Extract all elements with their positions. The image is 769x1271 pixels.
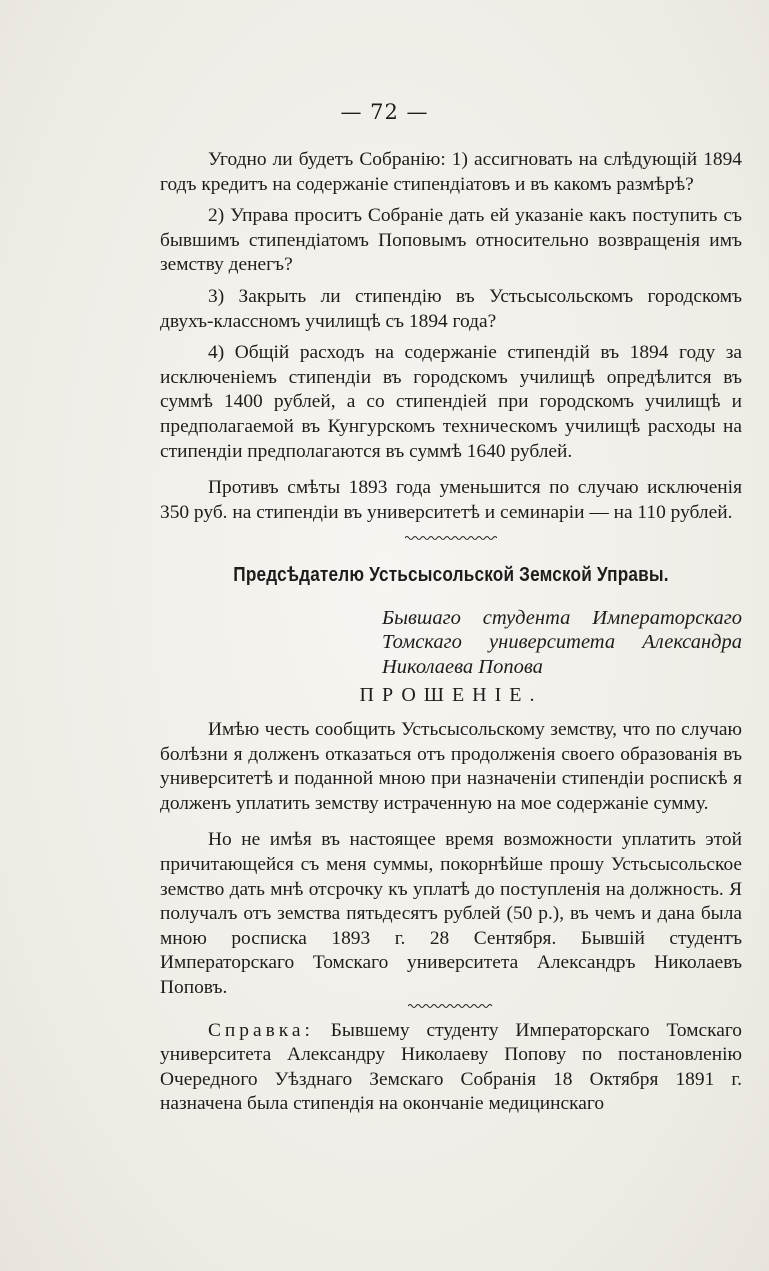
paragraph-petition-2: Но не имѣя въ настоящее время возможности уплатить этой причитающейся съ меня суммы, покорнѣйше прошу Устьсысольское земство дать мнѣ отсрочку къ уплатѣ до поступленія на должность. Я получалъ отъ земства пятьдесятъ рублей (50 р.), въ чемъ и дана была мною росписка 1893 г. 28 Сентября. Бывшій студентъ Императорскаго Томскаго университета Александръ Николаевъ Поповъ. bbox=[160, 829, 742, 998]
page-number: — 72 — bbox=[340, 100, 429, 124]
letter-heading: Предсѣдателю Устьсысольской Земской Управы. bbox=[233, 564, 669, 587]
paragraph-reference bbox=[160, 1019, 742, 1117]
decorative-wavy-rule bbox=[405, 535, 497, 541]
paragraph-estimate: Противъ смѣты 1893 года уменьшится по случаю исключенія 350 руб. на стипендіи въ университетѣ и семинаріи — на 110 рублей. bbox=[160, 477, 742, 523]
petition-title: ПРОШЕНІЕ. bbox=[359, 684, 543, 707]
sender-line-1: Бывшаго студента Императорскаго bbox=[382, 606, 742, 629]
sender-block bbox=[382, 606, 742, 680]
sender-line-2: Томскаго университета Александра bbox=[382, 631, 742, 654]
paragraph-question-4: 4) Общій расходъ на содержаніе стипендій въ 1894 году за исключеніемъ стипендіи въ городскомъ училищѣ опредѣлится въ суммѣ 1400 рублей, а со стипендіей при городскомъ училищѣ и предполагаемой въ Кунгурскомъ техническомъ училищѣ расходы на стипендіи предполагаются въ суммѣ 1640 рублей. bbox=[160, 342, 742, 462]
reference-label: Справка: bbox=[208, 1019, 314, 1041]
paragraph-question-3: 3) Закрыть ли стипендію въ Устьсысольскомъ городскомъ двухъ-классномъ училищѣ съ 1894 года? bbox=[160, 285, 742, 332]
decorative-wavy-rule-small bbox=[408, 1003, 494, 1009]
reference-text: Бывшему студенту Императорскаго Томскаго университета Александру Николаеву Попову по постановленію Очередного Уѣзднаго Земскаго Собранія 18 Октября 1891 г. назначена была стипендія на окончаніе медицинскаго bbox=[160, 1019, 742, 1115]
paragraph-question-1: Угодно ли будетъ Собранію: 1) ассигновать на слѣдующій 1894 годъ кредитъ на содержаніе стипендіатовъ и въ какомъ размѣрѣ? bbox=[160, 149, 742, 195]
document-body bbox=[160, 148, 742, 1117]
sender-line-3: Николаева Попова bbox=[382, 655, 543, 678]
paragraph-petition-1: Имѣю честь сообщить Устьсысольскому земству, что по случаю болѣзни я долженъ отказаться отъ продолженія своего образованія въ университетѣ и поданной мною при назначеніи стипендіи роспискѣ я долженъ уплатить земству истраченную на мое содержаніе сумму. bbox=[160, 719, 742, 814]
paragraph-question-2: 2) Управа проситъ Собраніе дать ей указаніе какъ поступить съ бывшимъ стипендіатомъ Поповымъ относительно возвращенія имъ земству денегъ? bbox=[160, 205, 742, 276]
